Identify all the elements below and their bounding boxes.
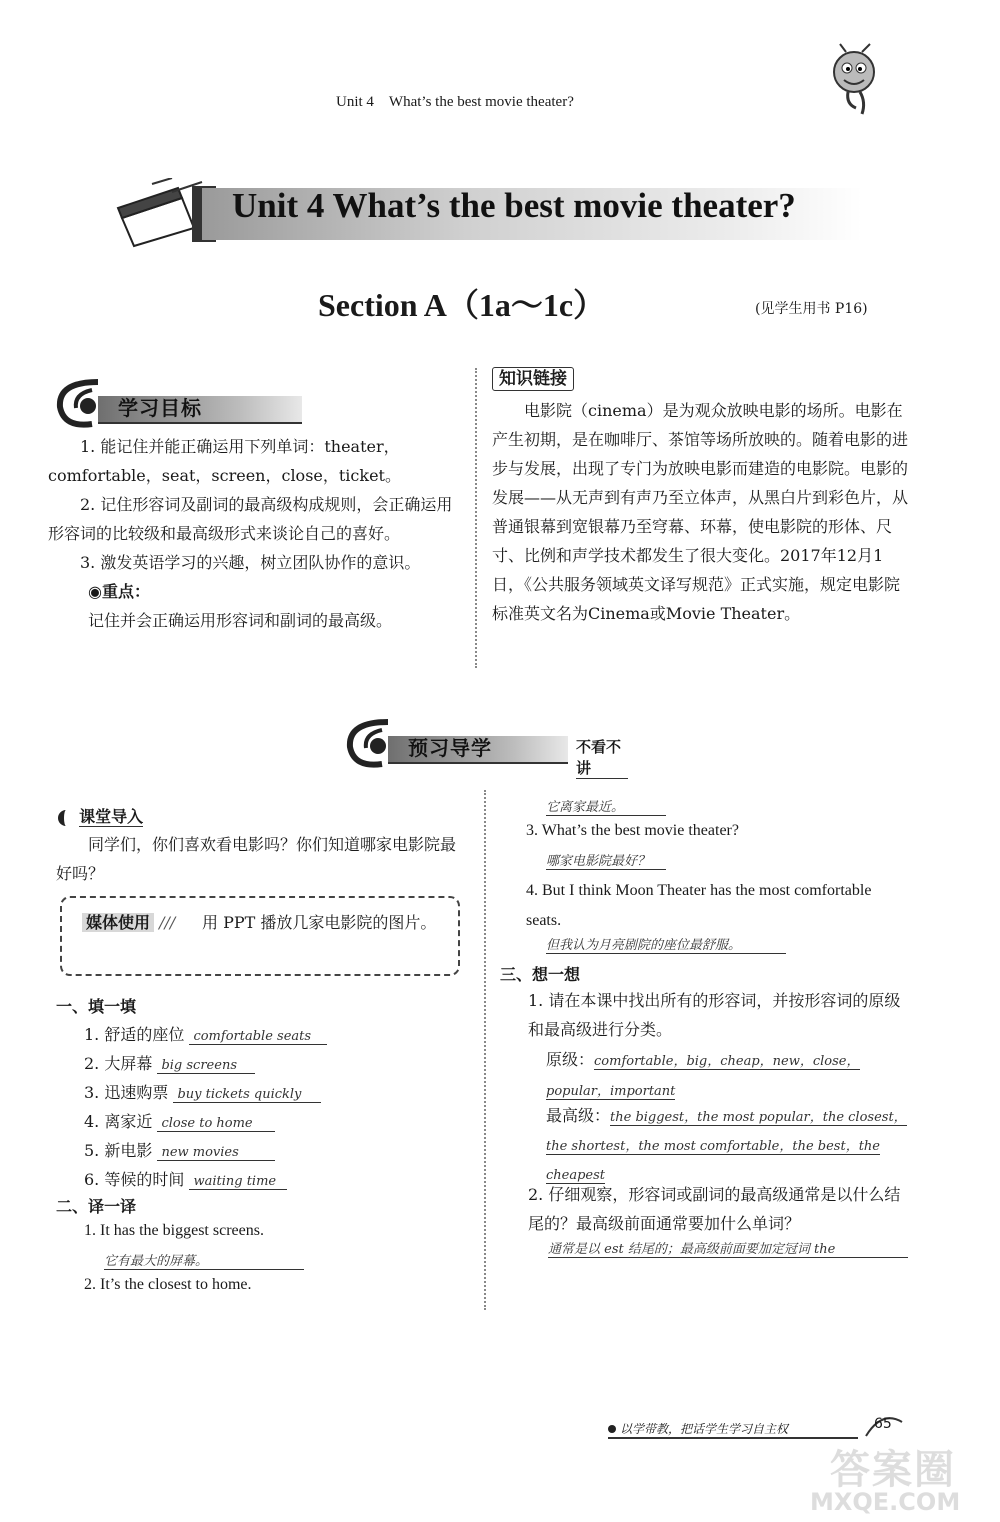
media-text: 媒体使用 /// xyxy=(82,910,175,933)
fill-item: 6. 等候的时间 waiting time xyxy=(84,1167,384,1196)
bullet-icon xyxy=(608,1425,616,1433)
media-desc: 用 PPT 播放几家电影院的图片。 xyxy=(202,913,437,932)
mascot-icon xyxy=(826,42,886,122)
media-label: 媒体使用 xyxy=(82,913,154,932)
footer-motto: 以学带教，把话学生学习自主权 xyxy=(608,1420,858,1439)
key-point-text: 记住并会正确运用形容词和副词的最高级。 xyxy=(88,611,393,630)
fill-heading: 一、填一填 xyxy=(56,997,137,1016)
translate-answer: 但我认为月亮剧院的座位最舒服。 xyxy=(546,934,786,954)
page-number: 65 xyxy=(874,1416,892,1432)
translate-item: 3. What’s the best movie theater? xyxy=(526,822,739,839)
objectives-list xyxy=(48,432,458,635)
think-question-1: 1. 请在本课中找出所有的形容词，并按形容词的原级和最高级进行分类。 xyxy=(528,991,901,1039)
objectives-banner: 学习目标 xyxy=(48,372,268,430)
translate-item: 4. But I think Moon Theater has the most comfortable seats. xyxy=(526,882,872,929)
section-reference: (见学生用书 P16) xyxy=(755,301,868,317)
knowledge-text: 电影院（cinema）是为观众放映电影的场所。电影在产生初期，是在咖啡厅、茶馆等场所放映的。随着电影的进步与发展，出现了专门为放映电影而建造的电影院。电影的发展——从无声到有声乃至立体声，从黑白片到彩色片，从普通银幕到宽银幕乃至穹幕、环幕，使电影院的形体、尺寸、比例和声学技术都发生了很大变化。2017年12月1日，《公共服务领域英文译写规范》正式实施，规定电影院标准英文名为Cinema或Movie Theater。 xyxy=(492,401,909,623)
section-title: Section A（1a～1c） xyxy=(318,287,606,323)
unit-title: Unit 4 What’s the best movie theater? xyxy=(232,186,796,225)
objective-item: 2. 记住形容词及副词的最高级构成规则，会正确运用形容词的比较级和最高级形式来谈论自己的喜好。 xyxy=(48,495,453,543)
fill-item: 2. 大屏幕 big screens xyxy=(84,1051,384,1080)
translate-answer: 它有最大的屏幕。 xyxy=(104,1250,304,1270)
fill-item: 3. 迅速购票 buy tickets quickly xyxy=(84,1080,384,1109)
think-answer-2: 通常是以 est 结尾的；最高级前面要加定冠词 the xyxy=(548,1238,908,1258)
translate-answer: 它离家最近。 xyxy=(546,796,666,816)
fill-item: 1. 舒适的座位 comfortable seats xyxy=(84,1022,384,1051)
key-point-label: ◉重点： xyxy=(88,582,150,601)
column-divider xyxy=(484,790,486,1310)
knowledge-label: 知识链接 xyxy=(492,364,574,389)
objective-item: 3. 激发英语学习的兴趣，树立团队协作的意识。 xyxy=(80,553,421,572)
base-form-answer: 原级：comfortable，big，cheap，new，close，popular，important xyxy=(546,1050,860,1099)
fill-item: 5. 新电影 new movies xyxy=(84,1138,384,1167)
column-divider xyxy=(475,368,477,668)
think-heading: 三、想一想 xyxy=(500,965,581,984)
crescent-icon xyxy=(58,810,74,826)
intro-label: 课堂导入 xyxy=(58,804,143,827)
fill-item: 4. 离家近 close to home xyxy=(84,1109,384,1138)
watermark-url: MXQE.COM xyxy=(810,1488,961,1516)
objective-item: 1. 能记住并能正确运用下列单词：theater，comfortable，seat，screen，close，ticket。 xyxy=(48,437,401,485)
intro-text: 同学们，你们喜欢看电影吗？你们知道哪家电影院最好吗？ xyxy=(56,835,457,883)
unit-title-band xyxy=(112,178,872,248)
translate-item: 1. It has the biggest screens. xyxy=(84,1222,264,1239)
translate-answer: 哪家电影院最好？ xyxy=(546,850,666,870)
page-number-badge xyxy=(862,1408,904,1440)
watermark: 答案圈 xyxy=(830,1447,956,1493)
running-head: Unit 4 What’s the best movie theater? xyxy=(336,94,574,110)
translate-heading: 二、译一译 xyxy=(56,1197,137,1216)
preview-banner: 预习导学 不看不讲 xyxy=(338,712,628,770)
translate-item: 2. It’s the closest to home. xyxy=(84,1276,252,1293)
fill-list xyxy=(84,1022,384,1196)
think-question-2: 2. 仔细观察，形容词或副词的最高级通常是以什么结尾的？最高级前面通常要加什么单词？ xyxy=(528,1185,901,1233)
preview-tag: 不看不讲 xyxy=(576,736,628,779)
media-box xyxy=(60,896,460,976)
superlative-answer: 最高级：the biggest，the most popular，the closest，the shortest，the most comfortable，the best，the cheapest xyxy=(546,1106,907,1183)
